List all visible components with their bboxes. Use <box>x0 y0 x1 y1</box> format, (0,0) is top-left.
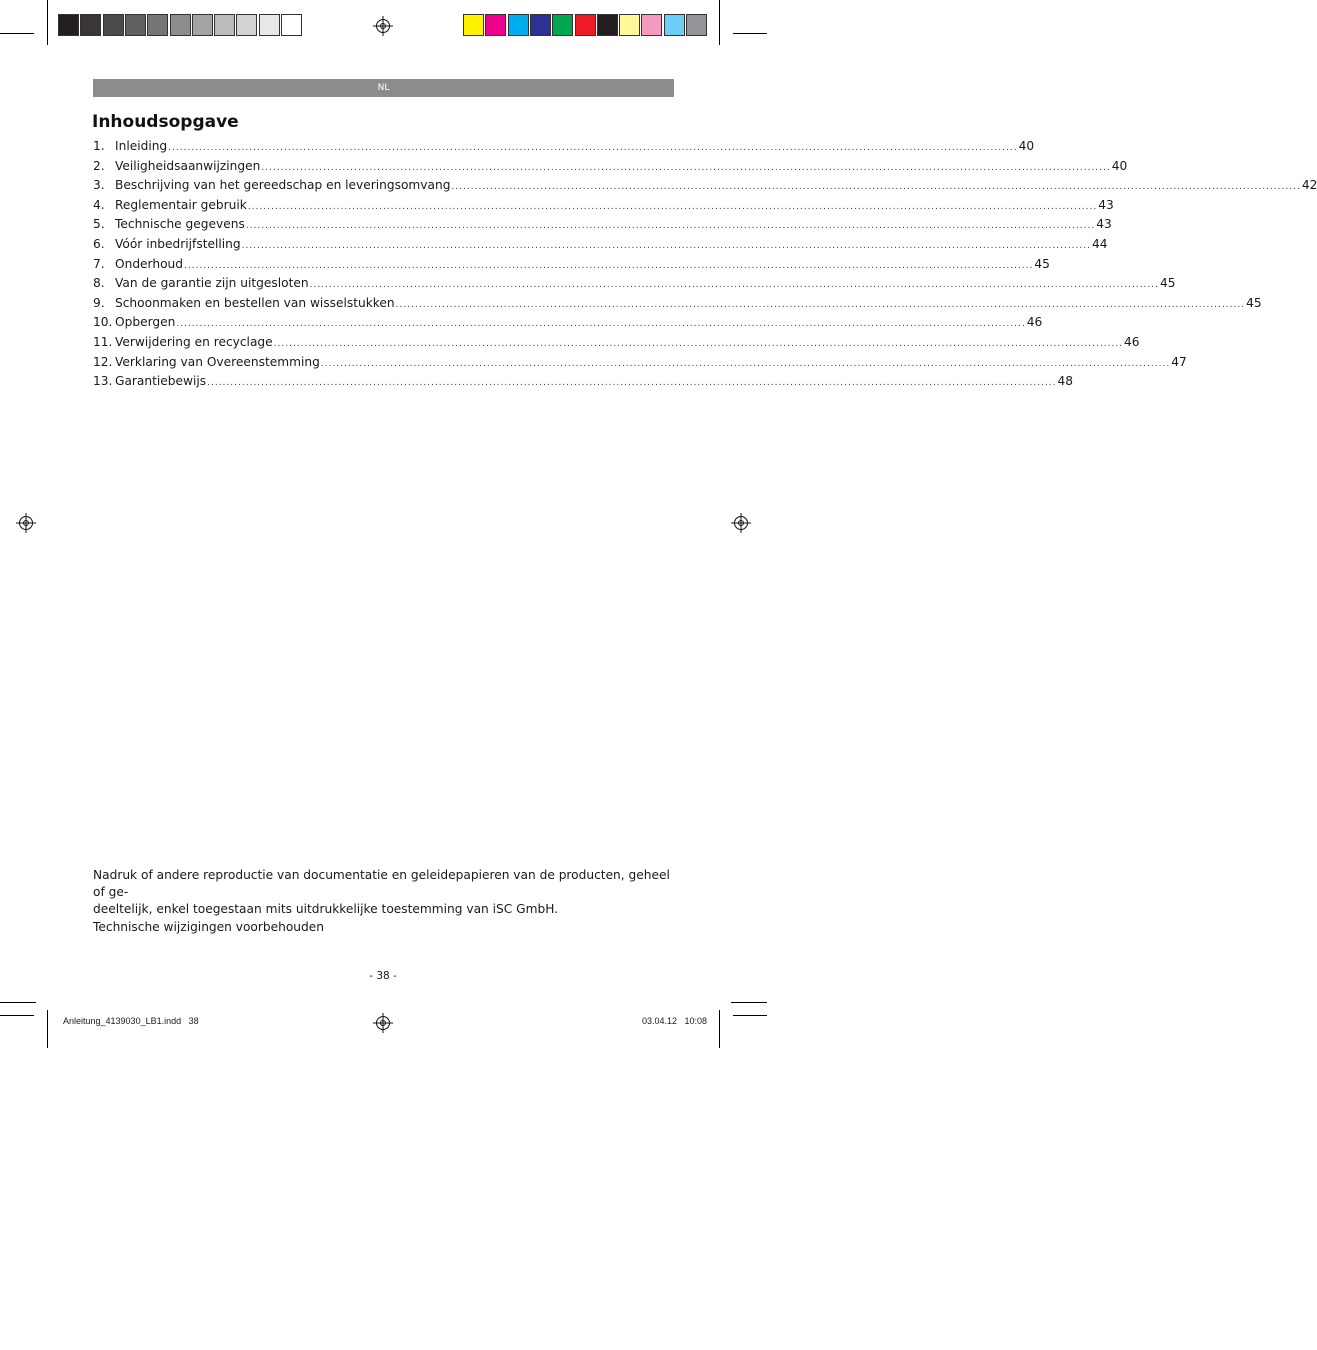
copyright-line: deeltelijk, enkel toegestaan mits uitdrukkelijke toestemming van iSC GmbH. <box>93 902 559 916</box>
color-swatch <box>575 14 596 36</box>
toc-entry-title: Opbergen <box>115 315 176 330</box>
page-title: Inhoudsopgave <box>92 112 239 132</box>
toc-entry[interactable] <box>93 158 1128 179</box>
crop-mark <box>719 1010 720 1048</box>
color-swatch <box>530 14 551 36</box>
registration-mark-icon <box>376 19 390 33</box>
toc-entry-number: 3. <box>93 178 105 193</box>
toc-entry-number: 11. <box>93 334 113 349</box>
toc-entry-number: 13. <box>93 374 113 389</box>
toc-entry-title: Verwijdering en recyclage <box>115 334 273 349</box>
toc-entry-page: 43 <box>1098 197 1114 212</box>
toc-entry-title: Vóór inbedrijfstelling <box>115 236 241 251</box>
toc-entry-page: 43 <box>1096 217 1112 232</box>
toc-entry-title: Beschrijving van het gereedschap en leveringsomvang <box>115 178 451 193</box>
dot-leader: ............................................................................................................................................................................................................................ <box>309 280 1159 291</box>
color-swatch <box>80 14 101 36</box>
toc-entry-page: 40 <box>1111 158 1128 173</box>
dot-leader: ............................................................................................................................................................................................................................ <box>184 260 1034 271</box>
crop-mark <box>47 0 48 45</box>
toc-entry-number: 10. <box>93 315 113 330</box>
color-swatch <box>485 14 506 36</box>
dot-leader: ............................................................................................................................................................................................................................ <box>395 299 1246 310</box>
color-swatch <box>508 14 529 36</box>
crop-mark <box>0 33 34 34</box>
color-swatch <box>641 14 662 36</box>
toc-entry-page: 40 <box>1018 139 1035 153</box>
dot-leader: ............................................................................................................................................................................................................................ <box>320 358 1171 369</box>
toc-entry-page: 46 <box>1124 334 1140 349</box>
dot-leader: ............................................................................................................................................................................................................................ <box>245 221 1096 232</box>
color-swatch <box>147 14 168 36</box>
color-swatch <box>463 14 484 36</box>
toc-entry[interactable] <box>93 139 1035 159</box>
toc-entry-page: 45 <box>1034 256 1050 271</box>
toc-entry[interactable] <box>93 334 1140 355</box>
dot-leader: ............................................................................................................................................................................................................................ <box>247 201 1098 212</box>
registration-mark-icon <box>19 516 33 530</box>
toc-entry-title: Verklaring van Overeenstemming <box>115 354 320 369</box>
toc-entry-page: 47 <box>1171 354 1187 369</box>
crop-mark <box>0 1002 36 1003</box>
color-swatch <box>597 14 618 36</box>
crop-mark <box>731 1002 767 1003</box>
color-swatch <box>281 14 302 36</box>
color-swatch <box>236 14 257 36</box>
crop-mark <box>733 1015 767 1016</box>
dot-leader: ............................................................................................................................................................................................................................ <box>168 143 1018 153</box>
toc-entry[interactable] <box>93 178 1317 198</box>
toc-entry-number: 6. <box>93 236 105 251</box>
color-swatch <box>125 14 146 36</box>
table-of-contents <box>93 139 1317 394</box>
toc-entry-title: Onderhoud <box>115 256 183 271</box>
toc-entry-number: 2. <box>93 158 105 173</box>
language-tab: NL <box>93 79 674 97</box>
toc-entry-title: Schoonmaken en bestellen van wisselstukken <box>115 295 395 310</box>
toc-entry[interactable] <box>93 315 1043 335</box>
registration-mark-icon <box>376 1016 390 1030</box>
toc-entry-title: Inleiding <box>115 139 168 153</box>
color-swatch <box>686 14 707 36</box>
toc-entry-title: Garantiebewijs <box>115 374 207 389</box>
color-swatch <box>552 14 573 36</box>
page-number: - 38 - <box>369 970 397 982</box>
toc-entry-number: 1. <box>93 139 105 153</box>
crop-mark <box>733 33 767 34</box>
toc-entry[interactable] <box>93 354 1187 375</box>
toc-entry-page: 48 <box>1057 374 1074 389</box>
toc-entry[interactable] <box>93 295 1262 316</box>
color-swatch <box>192 14 213 36</box>
crop-mark <box>47 1010 48 1048</box>
color-swatch <box>214 14 235 36</box>
copyright-notice <box>93 867 678 918</box>
toc-entry-number: 4. <box>93 197 105 212</box>
toc-entry-title: Reglementair gebruik <box>115 197 247 212</box>
toc-entry[interactable] <box>93 276 1176 296</box>
toc-entry-page: 45 <box>1246 295 1262 310</box>
toc-entry-page: 46 <box>1026 315 1043 330</box>
color-swatch <box>619 14 640 36</box>
toc-entry-number: 12. <box>93 354 113 369</box>
toc-entry-page: 42 <box>1301 178 1317 193</box>
crop-mark <box>0 1015 34 1016</box>
slug-filename: Anleitung_4139030_LB1.indd 38 <box>63 1016 199 1026</box>
slug-datetime: 03.04.12 10:08 <box>642 1016 708 1026</box>
toc-entry[interactable] <box>93 374 1074 394</box>
toc-entry[interactable] <box>93 236 1108 257</box>
toc-entry-number: 7. <box>93 256 105 271</box>
color-swatch <box>259 14 280 36</box>
toc-entry-number: 8. <box>93 276 105 291</box>
dot-leader: ............................................................................................................................................................................................................................ <box>261 162 1111 173</box>
toc-entry-title: Technische gegevens <box>115 217 245 232</box>
toc-entry-page: 44 <box>1091 236 1108 251</box>
toc-entry-title: Van de garantie zijn uitgesloten <box>115 276 309 291</box>
color-swatch <box>170 14 191 36</box>
crop-mark <box>719 0 720 45</box>
dot-leader: ............................................................................................................................................................................................................................ <box>241 240 1091 251</box>
toc-entry[interactable] <box>93 256 1050 277</box>
color-swatch <box>664 14 685 36</box>
toc-entry-number: 5. <box>93 217 105 232</box>
toc-entry[interactable] <box>93 217 1112 237</box>
color-swatch <box>103 14 124 36</box>
color-swatch <box>58 14 79 36</box>
toc-entry[interactable] <box>93 197 1114 218</box>
toc-entry-number: 9. <box>93 295 105 310</box>
dot-leader: ............................................................................................................................................................................................................................ <box>451 182 1301 193</box>
dot-leader: ............................................................................................................................................................................................................................ <box>273 338 1124 349</box>
registration-mark-icon <box>734 516 748 530</box>
toc-entry-page: 45 <box>1160 276 1176 291</box>
dot-leader: ............................................................................................................................................................................................................................ <box>207 378 1057 389</box>
copyright-line: Nadruk of andere reproductie van documentatie en geleidepapieren van de producten, geheel of ge- <box>93 868 670 899</box>
toc-entry-title: Veiligheidsaanwijzingen <box>115 158 261 173</box>
dot-leader: ............................................................................................................................................................................................................................ <box>176 319 1026 330</box>
technical-note: Technische wijzigingen voorbehouden <box>93 920 324 934</box>
